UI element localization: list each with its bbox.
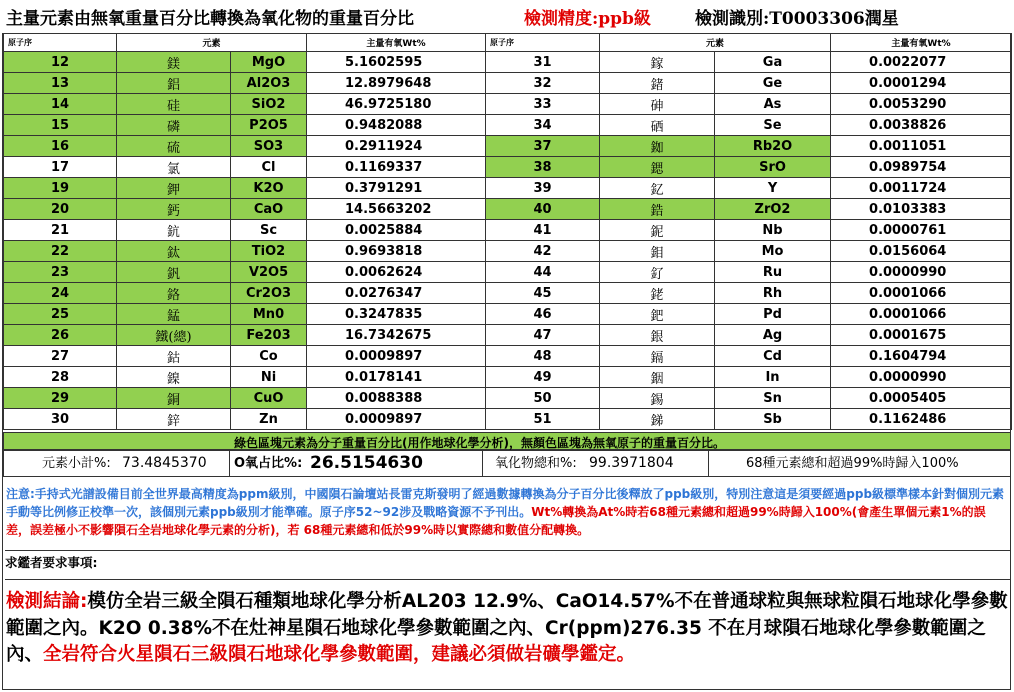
element-name-cell: 銅: [117, 388, 231, 409]
element-name-cell: 銣: [600, 136, 715, 157]
formula-cell: Mo: [715, 241, 831, 262]
formula-cell: Ge: [715, 73, 831, 94]
formula-cell: Ag: [715, 325, 831, 346]
atomic-number-cell: 32: [486, 73, 600, 94]
weight-percent-cell: 0.9693818: [307, 241, 486, 262]
weight-percent-cell: 0.3247835: [307, 304, 486, 325]
weight-percent-cell: 0.0178141: [307, 367, 486, 388]
atomic-number-cell: 37: [486, 136, 600, 157]
formula-cell: CuO: [231, 388, 307, 409]
weight-percent-cell: 0.0088388: [307, 388, 486, 409]
atomic-number-cell: 30: [4, 409, 117, 430]
formula-cell: Cl: [231, 157, 307, 178]
rule-cell: [709, 451, 1010, 476]
weight-percent-cell: 0.0011051: [831, 136, 1012, 157]
oxygen-label: O氧占比%:: [234, 456, 303, 471]
element-name-cell: 鉻: [117, 283, 231, 304]
element-name-cell: 鈮: [600, 220, 715, 241]
table-row: [4, 94, 1012, 115]
atomic-number-cell: 25: [4, 304, 117, 325]
weight-percent-cell: 0.0022077: [831, 52, 1012, 73]
table-row: [4, 136, 1012, 157]
element-name-cell: 鍺: [600, 73, 715, 94]
weight-percent-cell: 0.0009897: [307, 409, 486, 430]
formula-cell: Cd: [715, 346, 831, 367]
table-row: [4, 367, 1012, 388]
element-name-cell: 錳: [117, 304, 231, 325]
atomic-number-cell: 44: [486, 262, 600, 283]
element-total-value: 73.4845370: [122, 455, 207, 471]
formula-cell: CaO: [231, 199, 307, 220]
weight-percent-cell: 0.0000990: [831, 262, 1012, 283]
atomic-number-cell: 46: [486, 304, 600, 325]
formula-cell: MgO: [231, 52, 307, 73]
weight-percent-cell: 0.0103383: [831, 199, 1012, 220]
table-row: [4, 178, 1012, 199]
formula-cell: K2O: [231, 178, 307, 199]
formula-cell: Y: [715, 178, 831, 199]
table-row: [4, 157, 1012, 178]
atomic-number-cell: 39: [486, 178, 600, 199]
id-label: 檢測識別:T0003306潤星: [695, 9, 899, 29]
weight-percent-cell: 0.0000990: [831, 367, 1012, 388]
header-element: 元素: [600, 34, 831, 52]
element-name-cell: 鐵(總): [117, 325, 231, 346]
atomic-number-cell: 29: [4, 388, 117, 409]
table-row: [4, 388, 1012, 409]
formula-cell: Sc: [231, 220, 307, 241]
table-row: [4, 346, 1012, 367]
atomic-number-cell: 45: [486, 283, 600, 304]
table-row: [4, 262, 1012, 283]
atomic-number-cell: 17: [4, 157, 117, 178]
requirements-label: 求鑑者要求事項:: [5, 555, 98, 570]
atomic-number-cell: 33: [486, 94, 600, 115]
conclusion-text: 模仿全岩三級全隕石種類地球化學分析AL203 12.9%、CaO14.57%不在普通球粒與無球粒隕石地球化學參數範圍之內。K2O 0.38%不在灶神星隕石地球化學參數範圍之內、Cr(ppm)276.35 不在月球隕石地球化學參數範圍之內、: [6, 591, 1008, 665]
requirements-section: [5, 550, 1010, 580]
atomic-number-cell: 47: [486, 325, 600, 346]
formula-cell: Ru: [715, 262, 831, 283]
weight-percent-cell: 0.9482088: [307, 115, 486, 136]
atomic-number-cell: 41: [486, 220, 600, 241]
formula-cell: Nb: [715, 220, 831, 241]
atomic-number-cell: 40: [486, 199, 600, 220]
formula-cell: ZrO2: [715, 199, 831, 220]
atomic-number-cell: 49: [486, 367, 600, 388]
conclusion-highlight: 全岩符合火星隕石三級隕石地球化學參數範圍，建議必須做岩礦學鑑定。: [43, 644, 636, 665]
oxide-total-value: 99.3971804: [589, 455, 674, 471]
formula-cell: Zn: [231, 409, 307, 430]
weight-percent-cell: 12.8979648: [307, 73, 486, 94]
legend-note-text: 綠色區塊元素為分子重量百分比(用作地球化學分析)，無顏色區塊為無氧原子的重量百分比。: [234, 436, 725, 450]
formula-cell: Se: [715, 115, 831, 136]
weight-percent-cell: 0.0011724: [831, 178, 1012, 199]
table-row: [4, 283, 1012, 304]
oxygen-value: 26.5154630: [310, 453, 423, 473]
formula-cell: Fe203: [231, 325, 307, 346]
atomic-number-cell: 15: [4, 115, 117, 136]
element-name-cell: 釔: [600, 178, 715, 199]
formula-cell: SO3: [231, 136, 307, 157]
atomic-number-cell: 42: [486, 241, 600, 262]
oxygen-share-cell: [230, 451, 483, 476]
weight-percent-cell: 16.7342675: [307, 325, 486, 346]
formula-cell: Sn: [715, 388, 831, 409]
atomic-number-cell: 20: [4, 199, 117, 220]
atomic-number-cell: 16: [4, 136, 117, 157]
formula-cell: Pd: [715, 304, 831, 325]
element-table: [3, 33, 1012, 430]
weight-percent-cell: 0.0025884: [307, 220, 486, 241]
formula-cell: As: [715, 94, 831, 115]
header-atomic-no: 原子序: [4, 34, 117, 52]
atomic-number-cell: 48: [486, 346, 600, 367]
element-name-cell: 鈧: [117, 220, 231, 241]
table-row: [4, 199, 1012, 220]
remark-red-text: Wt%轉換為At%時若68種元素總和超過99%時歸入100%(會產生單個元素1%的誤差，誤差極小不影響隕石全岩地球化學元素的分析)，若 68種元素總和低於99%時以實際總和數值分配轉換。: [6, 505, 986, 537]
element-name-cell: 鍶: [600, 157, 715, 178]
element-name-cell: 銻: [600, 409, 715, 430]
conclusion-label: 檢測結論:: [6, 591, 88, 612]
atomic-number-cell: 23: [4, 262, 117, 283]
formula-cell: Sb: [715, 409, 831, 430]
element-name-cell: 鈦: [117, 241, 231, 262]
weight-percent-cell: 0.2911924: [307, 136, 486, 157]
element-name-cell: 釩: [117, 262, 231, 283]
weight-percent-cell: 0.1162486: [831, 409, 1012, 430]
formula-cell: P2O5: [231, 115, 307, 136]
oxide-total-label: 氧化物總和%:: [495, 456, 577, 471]
conclusion: [6, 589, 1008, 669]
element-name-cell: 硒: [600, 115, 715, 136]
element-name-cell: 鎘: [600, 346, 715, 367]
table-row: [4, 220, 1012, 241]
table-row: [4, 409, 1012, 430]
weight-percent-cell: 0.0001066: [831, 283, 1012, 304]
atomic-number-cell: 28: [4, 367, 117, 388]
element-name-cell: 鎂: [117, 52, 231, 73]
header-element: 元素: [117, 34, 307, 52]
weight-percent-cell: 14.5663202: [307, 199, 486, 220]
formula-cell: Co: [231, 346, 307, 367]
atomic-number-cell: 38: [486, 157, 600, 178]
element-name-cell: 鈷: [117, 346, 231, 367]
element-total-cell: [4, 451, 230, 476]
element-name-cell: 鋁: [117, 73, 231, 94]
weight-percent-cell: 0.3791291: [307, 178, 486, 199]
formula-cell: Ni: [231, 367, 307, 388]
title-bar: [2, 0, 1012, 32]
weight-percent-cell: 0.0276347: [307, 283, 486, 304]
weight-percent-cell: 0.0009897: [307, 346, 486, 367]
element-name-cell: 鉀: [117, 178, 231, 199]
table-header-row: [4, 34, 1012, 52]
formula-cell: TiO2: [231, 241, 307, 262]
atomic-number-cell: 50: [486, 388, 600, 409]
weight-percent-cell: 0.0000761: [831, 220, 1012, 241]
atomic-number-cell: 31: [486, 52, 600, 73]
formula-cell: Al2O3: [231, 73, 307, 94]
atomic-number-cell: 22: [4, 241, 117, 262]
formula-cell: SrO: [715, 157, 831, 178]
element-name-cell: 釕: [600, 262, 715, 283]
oxide-total-cell: [483, 451, 709, 476]
formula-cell: Ga: [715, 52, 831, 73]
element-name-cell: 鈣: [117, 199, 231, 220]
weight-percent-cell: 0.0156064: [831, 241, 1012, 262]
header-wt: 主量有氧Wt%: [831, 34, 1012, 52]
legend-note: [3, 432, 1011, 450]
atomic-number-cell: 34: [486, 115, 600, 136]
remark-note: [6, 485, 1008, 539]
element-name-cell: 鈀: [600, 304, 715, 325]
element-name-cell: 錫: [600, 388, 715, 409]
atomic-number-cell: 26: [4, 325, 117, 346]
atomic-number-cell: 13: [4, 73, 117, 94]
remark-blue-text: 注意:手持式光譜設備目前全世界最高精度為ppm級別，中國隕石論壇站長雷克斯發明了經過數據轉換為分子百分比後釋放了ppb級別，特別注意這是須要經過ppb級標準樣本針對個別元素手動等比例修正校準一次，該個別元素ppb級別才能準確。原子序52~92涉及戰略資源不予刊出。: [6, 487, 1005, 519]
formula-cell: In: [715, 367, 831, 388]
element-name-cell: 硅: [117, 94, 231, 115]
element-name-cell: 鎳: [117, 367, 231, 388]
normalization-rule: 68種元素總和超過99%時歸入100%: [746, 456, 959, 471]
header-atomic-no: 原子序: [486, 34, 600, 52]
element-name-cell: 鋯: [600, 199, 715, 220]
weight-percent-cell: 5.1602595: [307, 52, 486, 73]
weight-percent-cell: 0.1169337: [307, 157, 486, 178]
table-row: [4, 52, 1012, 73]
table-row: [4, 241, 1012, 262]
element-name-cell: 硫: [117, 136, 231, 157]
table-row: [4, 325, 1012, 346]
element-name-cell: 銠: [600, 283, 715, 304]
weight-percent-cell: 0.1604794: [831, 346, 1012, 367]
formula-cell: Mn0: [231, 304, 307, 325]
atomic-number-cell: 12: [4, 52, 117, 73]
formula-cell: Rb2O: [715, 136, 831, 157]
element-name-cell: 銀: [600, 325, 715, 346]
element-name-cell: 磷: [117, 115, 231, 136]
weight-percent-cell: 0.0062624: [307, 262, 486, 283]
atomic-number-cell: 24: [4, 283, 117, 304]
element-name-cell: 氯: [117, 157, 231, 178]
table-row: [4, 115, 1012, 136]
weight-percent-cell: 0.0038826: [831, 115, 1012, 136]
element-total-label: 元素小計%:: [42, 456, 111, 471]
element-name-cell: 鎵: [600, 52, 715, 73]
element-name-cell: 砷: [600, 94, 715, 115]
atomic-number-cell: 21: [4, 220, 117, 241]
atomic-number-cell: 19: [4, 178, 117, 199]
page-title: 主量元素由無氧重量百分比轉換為氧化物的重量百分比: [6, 9, 414, 29]
weight-percent-cell: 0.0001294: [831, 73, 1012, 94]
weight-percent-cell: 0.0001066: [831, 304, 1012, 325]
formula-cell: Cr2O3: [231, 283, 307, 304]
weight-percent-cell: 46.9725180: [307, 94, 486, 115]
element-name-cell: 鉬: [600, 241, 715, 262]
formula-cell: V2O5: [231, 262, 307, 283]
table-row: [4, 73, 1012, 94]
weight-percent-cell: 0.0989754: [831, 157, 1012, 178]
summary-row: [3, 450, 1011, 477]
atomic-number-cell: 27: [4, 346, 117, 367]
precision-label: 檢測精度:ppb級: [524, 9, 651, 29]
weight-percent-cell: 0.0005405: [831, 388, 1012, 409]
formula-cell: Rh: [715, 283, 831, 304]
weight-percent-cell: 0.0053290: [831, 94, 1012, 115]
header-wt: 主量有氧Wt%: [307, 34, 486, 52]
table-row: [4, 304, 1012, 325]
atomic-number-cell: 14: [4, 94, 117, 115]
weight-percent-cell: 0.0001675: [831, 325, 1012, 346]
formula-cell: SiO2: [231, 94, 307, 115]
element-name-cell: 鋅: [117, 409, 231, 430]
element-name-cell: 銦: [600, 367, 715, 388]
atomic-number-cell: 51: [486, 409, 600, 430]
